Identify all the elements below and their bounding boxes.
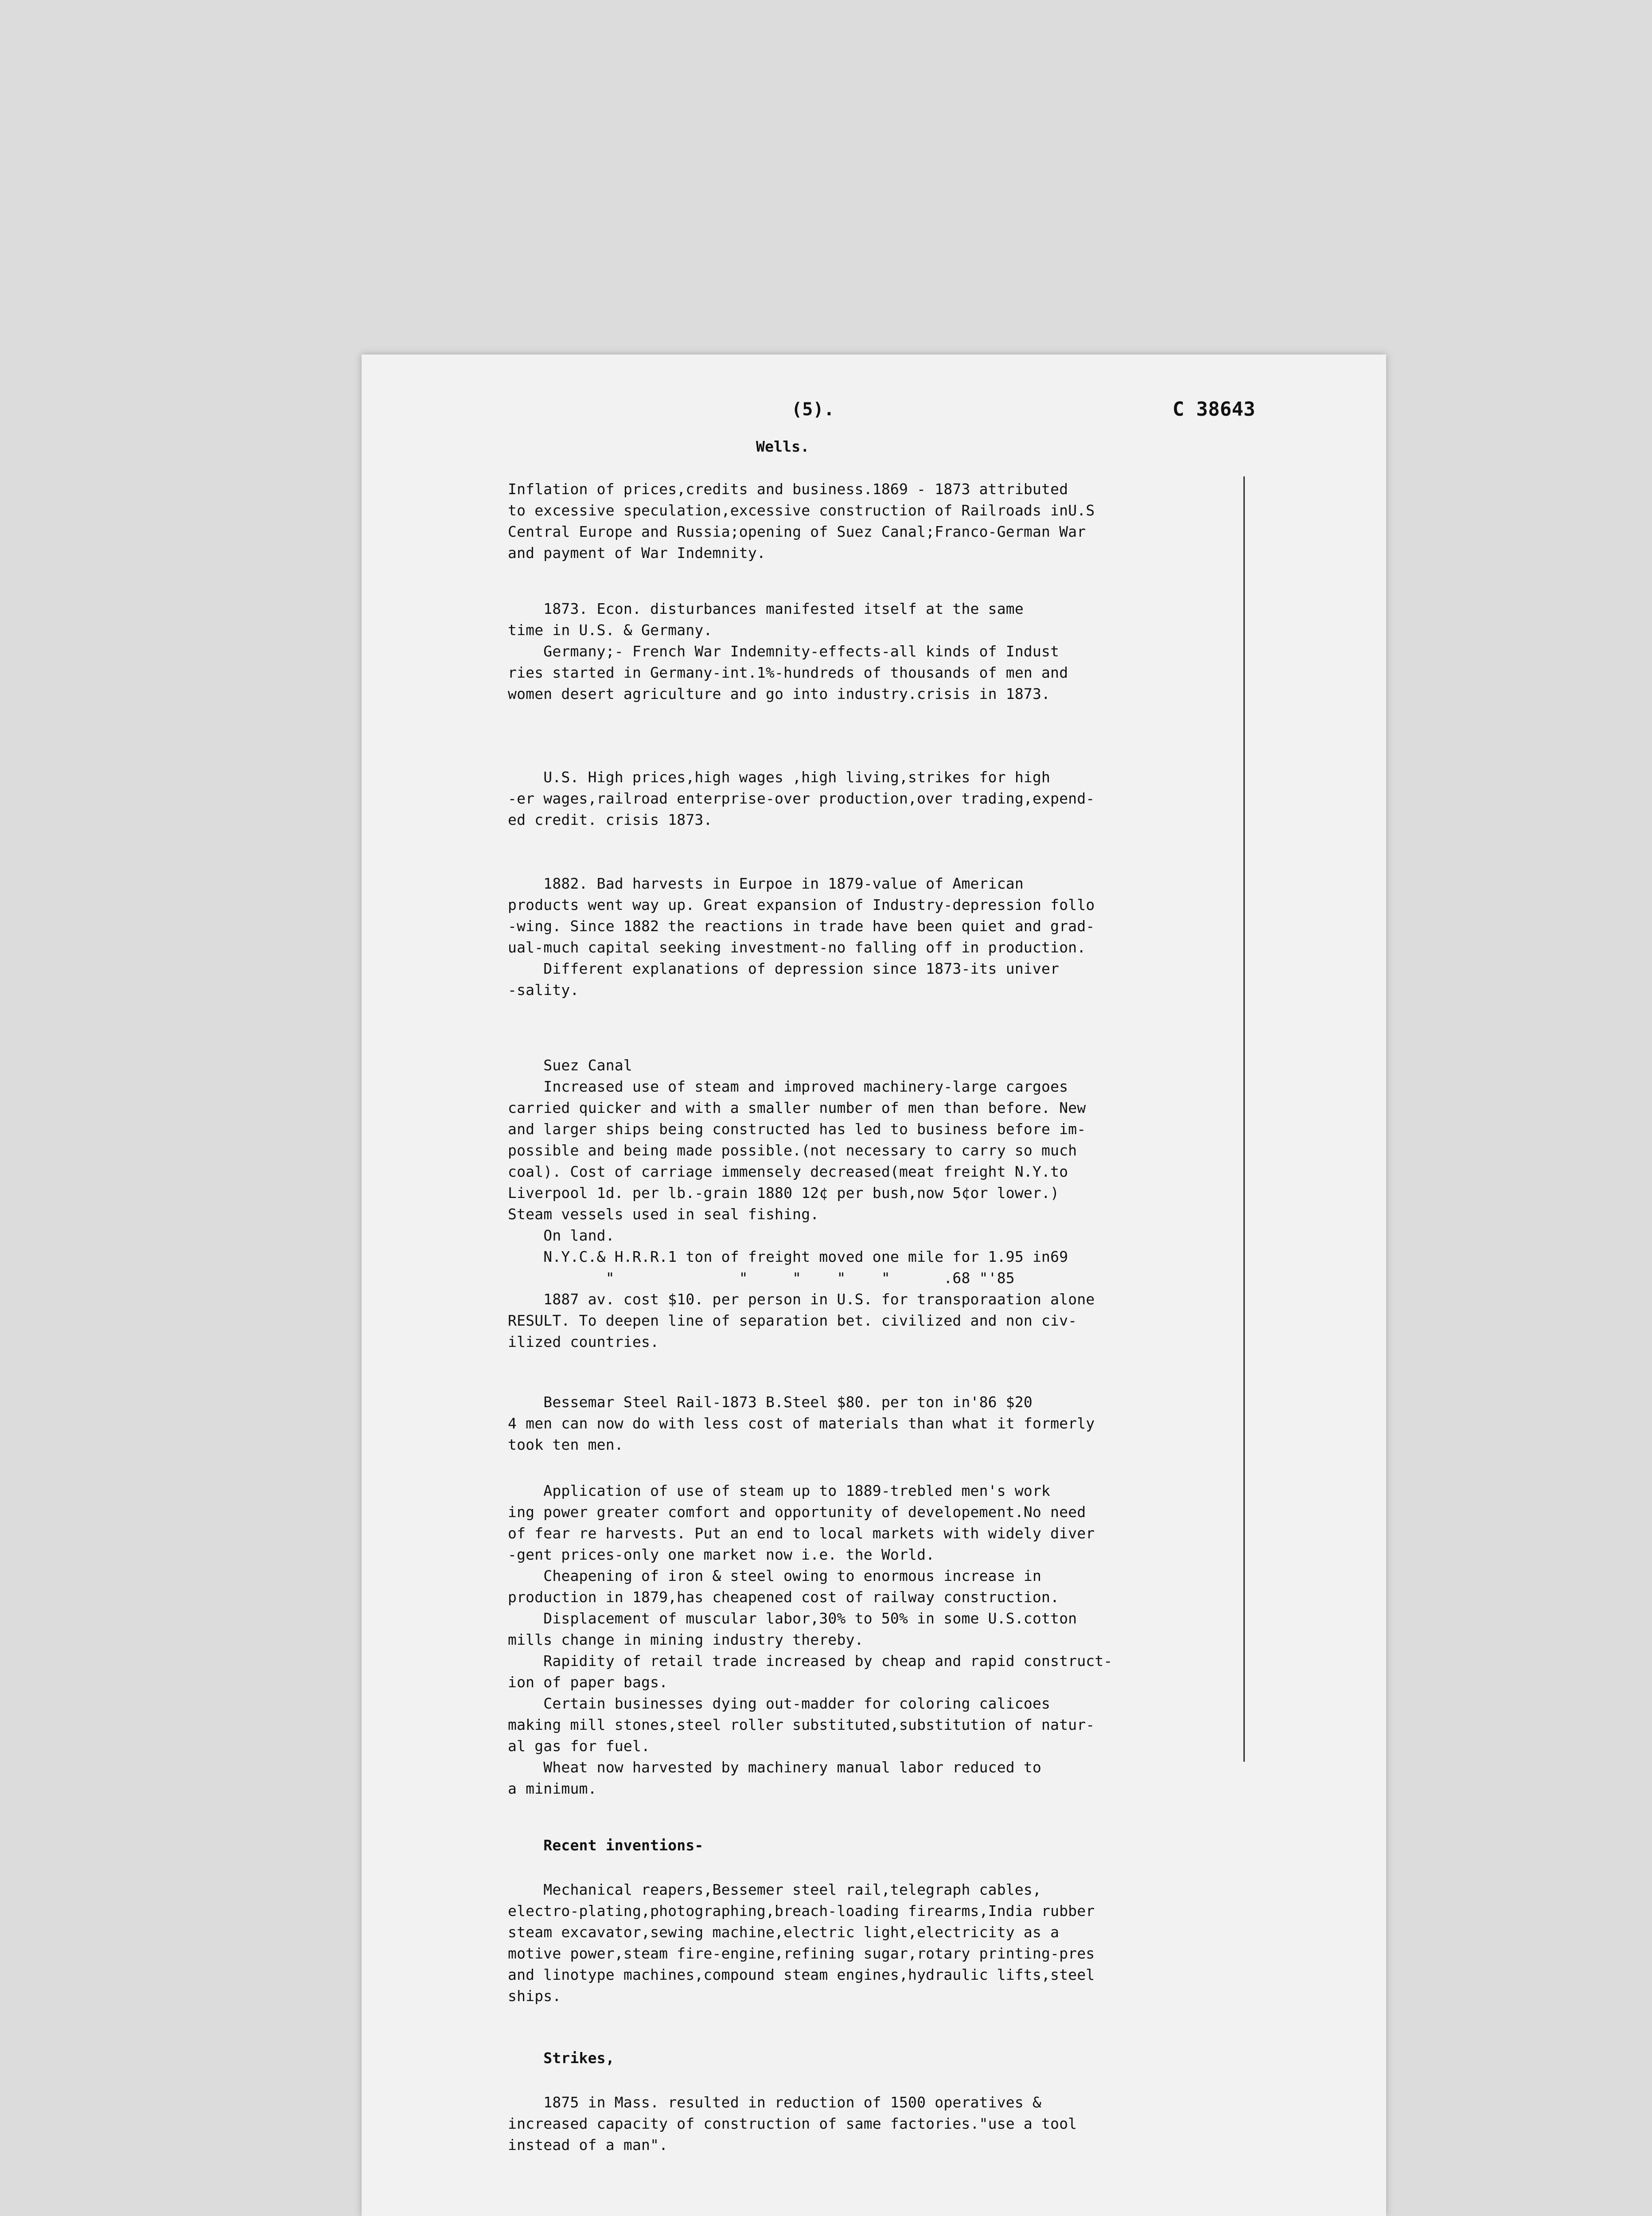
text-line: Certain businesses dying out-madder for coloring calicoes bbox=[508, 1695, 1051, 1712]
text-line: Germany;- French War Indemnity-effects-all kinds of Indust bbox=[508, 643, 1060, 660]
text-line: Suez Canal bbox=[508, 1057, 632, 1074]
text-line: -er wages,railroad enterprise-over production,over trading,expend- bbox=[508, 790, 1095, 807]
text-line: making mill stones,steel roller substituted,substitution of natur- bbox=[508, 1716, 1095, 1733]
text-line: 1882. Bad harvests in Eurpoe in 1879-value of American bbox=[508, 875, 1024, 892]
text-line: 4 men can now do with less cost of materials than what it formerly bbox=[508, 1415, 1095, 1432]
text-line: instead of a man". bbox=[508, 2136, 668, 2154]
paragraph-steam-application bbox=[508, 1480, 1113, 1799]
text-line: Increased use of steam and improved machinery-large cargoes bbox=[508, 1078, 1068, 1095]
text-line: Liverpool 1d. per lb.-grain 1880 12¢ per bush,now 5¢or lower.) bbox=[508, 1184, 1060, 1202]
text-line: Mechanical reapers,Bessemer steel rail,telegraph cables, bbox=[508, 1881, 1042, 1898]
text-line: -gent prices-only one market now i.e. the World. bbox=[508, 1546, 935, 1563]
text-line: and linotype machines,compound steam engines,hydraulic lifts,steel bbox=[508, 1966, 1095, 1983]
text-line: possible and being made possible.(not necessary to carry so much bbox=[508, 1142, 1077, 1159]
text-line: Different explanations of depression since 1873-its univer bbox=[508, 960, 1060, 977]
paragraph-inflation bbox=[508, 479, 1095, 564]
text-line: ual-much capital seeking investment-no falling off in production. bbox=[508, 939, 1086, 956]
text-line: coal). Cost of carriage immensely decreased(meat freight N.Y.to bbox=[508, 1163, 1068, 1180]
text-line: Cheapening of iron & steel owing to enormous increase in bbox=[508, 1567, 1042, 1584]
document-number: C 38643 bbox=[1173, 398, 1255, 421]
text-line: 1875 in Mass. resulted in reduction of 1500 operatives & bbox=[508, 2094, 1042, 2111]
heading-recent-inventions bbox=[508, 1835, 704, 1856]
text-line: 1873. Econ. disturbances manifested itself at the same bbox=[508, 600, 1024, 617]
text-line: ed credit. crisis 1873. bbox=[508, 811, 713, 828]
text-line: Bessemar Steel Rail-1873 B.Steel $80. per ton in'86 $20 bbox=[508, 1393, 1032, 1411]
text-line: U.S. High prices,high wages ,high living,strikes for high bbox=[508, 769, 1051, 786]
text-line: ilized countries. bbox=[508, 1333, 659, 1350]
text-line: and payment of War Indemnity. bbox=[508, 544, 766, 562]
column-divider-line bbox=[1243, 476, 1245, 1762]
text-line: Strikes, bbox=[508, 2049, 615, 2067]
text-line: mills change in mining industry thereby. bbox=[508, 1631, 864, 1648]
text-line: Wheat now harvested by machinery manual labor reduced to bbox=[508, 1759, 1042, 1776]
text-line: of fear re harvests. Put an end to local markets with widely diver bbox=[508, 1525, 1095, 1542]
text-line: -sality. bbox=[508, 981, 579, 999]
text-line: Steam vessels used in seal fishing. bbox=[508, 1206, 819, 1223]
typed-page bbox=[362, 355, 1386, 2216]
paragraph-strikes bbox=[508, 2092, 1077, 2156]
text-line: ion of paper bags. bbox=[508, 1674, 668, 1691]
text-line: Application of use of steam up to 1889-trebled men's work bbox=[508, 1482, 1051, 1499]
text-line: production in 1879,has cheapened cost of railway construction. bbox=[508, 1588, 1060, 1606]
text-line: and larger ships being constructed has led to business before im- bbox=[508, 1120, 1086, 1138]
text-line: 1887 av. cost $10. per person in U.S. for transporaation alone bbox=[508, 1291, 1095, 1308]
text-line: motive power,steam fire-engine,refining sugar,rotary printing-pres bbox=[508, 1945, 1095, 1962]
text-line: ing power greater comfort and opportunity of developement.No need bbox=[508, 1503, 1086, 1521]
heading-strikes bbox=[508, 2048, 615, 2069]
text-line: RESULT. To deepen line of separation bet. civilized and non civ- bbox=[508, 1312, 1077, 1329]
text-line: ships. bbox=[508, 1987, 561, 2005]
paragraph-suez-canal bbox=[508, 1055, 1095, 1353]
text-line: On land. bbox=[508, 1227, 615, 1244]
text-line: to excessive speculation,excessive construction of Railroads inU.S bbox=[508, 502, 1095, 519]
text-line: steam excavator,sewing machine,electric light,electricity as a bbox=[508, 1923, 1060, 1941]
text-line: al gas for fuel. bbox=[508, 1737, 651, 1755]
text-line: increased capacity of construction of same factories."use a tool bbox=[508, 2115, 1077, 2132]
text-line: Central Europe and Russia;opening of Suez Canal;Franco-German War bbox=[508, 523, 1086, 540]
text-line: -wing. Since 1882 the reactions in trade have been quiet and grad- bbox=[508, 917, 1095, 935]
text-line: women desert agriculture and go into industry.crisis in 1873. bbox=[508, 685, 1051, 702]
text-line: electro-plating,photographing,breach-loading firearms,India rubber bbox=[508, 1902, 1095, 1919]
text-line: " " " " " .68 "'85 bbox=[508, 1269, 1015, 1287]
text-line: products went way up. Great expansion of Industry-depression follo bbox=[508, 896, 1095, 913]
text-line: a minimum. bbox=[508, 1780, 597, 1797]
paragraph-harvests bbox=[508, 873, 1095, 1001]
paragraph-inventions bbox=[508, 1879, 1095, 2007]
text-line: Inflation of prices,credits and business.1869 - 1873 attributed bbox=[508, 480, 1068, 498]
text-line: Rapidity of retail trade increased by cheap and rapid construct- bbox=[508, 1652, 1113, 1670]
page-header bbox=[508, 399, 1385, 434]
text-line: Recent inventions- bbox=[508, 1837, 704, 1854]
text-line: time in U.S. & Germany. bbox=[508, 621, 713, 639]
text-line: ries started in Germany-int.1%-hundreds of thousands of men and bbox=[508, 664, 1068, 681]
paragraph-econ bbox=[508, 598, 1068, 705]
paragraph-bessemer bbox=[508, 1392, 1095, 1455]
text-line: took ten men. bbox=[508, 1436, 623, 1453]
text-line: N.Y.C.& H.R.R.1 ton of freight moved one mile for 1.95 in69 bbox=[508, 1248, 1068, 1265]
page-number: (5). bbox=[791, 399, 835, 420]
text-line: Displacement of muscular labor,30% to 50% in some U.S.cotton bbox=[508, 1610, 1077, 1627]
heading-wells: Wells. bbox=[756, 438, 810, 455]
paragraph-us bbox=[508, 767, 1095, 831]
text-line: carried quicker and with a smaller number of men than before. New bbox=[508, 1099, 1086, 1116]
